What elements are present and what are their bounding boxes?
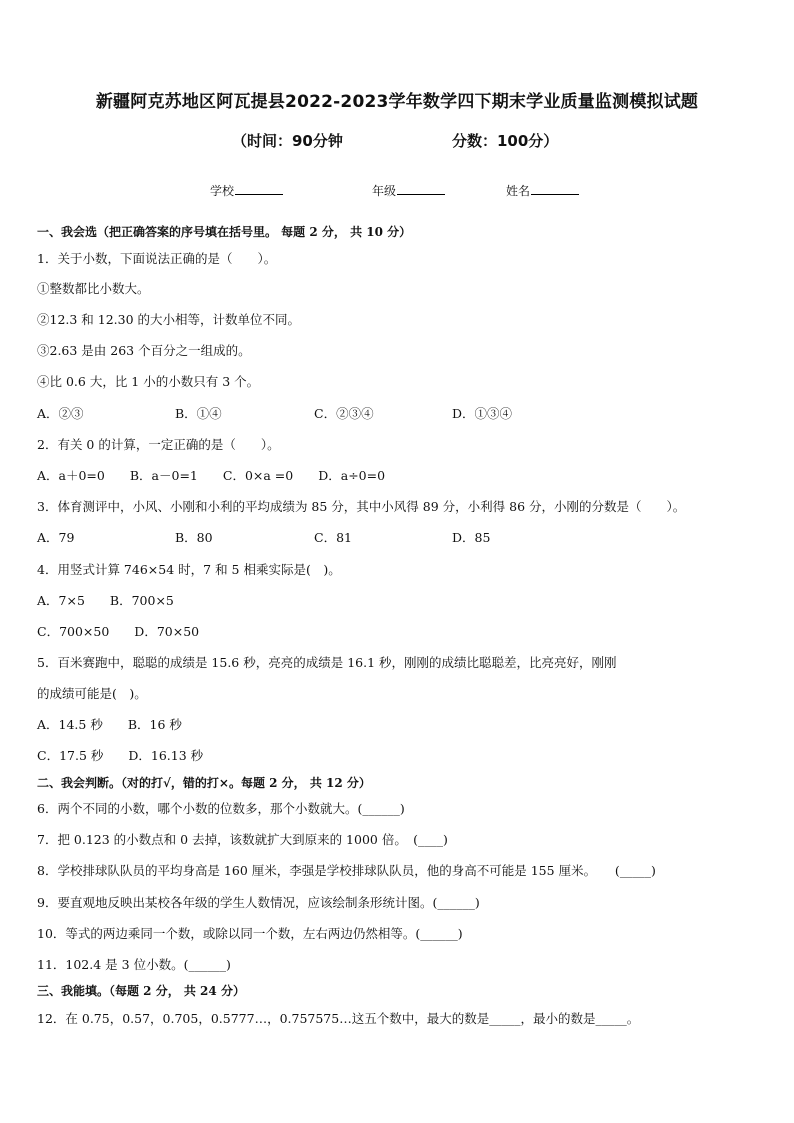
q5-options-row-1[interactable]: A．14.5 秒 B．16 秒: [37, 717, 182, 732]
name-blank[interactable]: [531, 182, 579, 195]
q2-options[interactable]: A．a＋0=0 B．a－0=1 C．0×a =0 D．a÷0=0: [37, 468, 386, 483]
q3-option-c[interactable]: C．81: [314, 530, 352, 545]
q9-text: 9．要直观地反映出某校各年级的学生人数情况，应该绘制条形统计图。(______): [37, 895, 480, 910]
q1-option-d[interactable]: D．①③④: [452, 406, 513, 421]
q6-text: 6．两个不同的小数，哪个小数的位数多，那个小数就大。(______): [37, 801, 405, 816]
q1-option-c[interactable]: C．②③④: [314, 406, 374, 421]
section-1-heading: 一、我会选（把正确答案的序号填在括号里。 每题 2 分， 共 10 分）: [37, 225, 412, 239]
q1-statement-3: ③2.63 是由 263 个百分之一组成的。: [37, 343, 251, 358]
q4-options-row-1[interactable]: A．7×5 B．700×5: [37, 593, 174, 608]
grade-label: 年级: [372, 184, 397, 198]
q11-text: 11．102.4 是 3 位小数。(______): [37, 957, 231, 972]
school-label: 学校: [210, 184, 235, 198]
section-3-heading: 三、我能填。（每题 2 分， 共 24 分）: [37, 984, 245, 998]
q10-text: 10．等式的两边乘同一个数，或除以同一个数，左右两边仍然相等。(______): [37, 926, 463, 941]
q1-statement-2: ②12.3 和 12.30 的大小相等，计数单位不同。: [37, 312, 301, 327]
school-field: [210, 182, 283, 199]
section-2-heading: 二、我会判断。（对的打√，错的打×。每题 2 分， 共 12 分）: [37, 776, 371, 790]
q3-option-d[interactable]: D．85: [452, 530, 491, 545]
q1-statement-1: ①整数都比小数大。: [37, 281, 150, 296]
q5-options-row-2[interactable]: C．17.5 秒 D．16.13 秒: [37, 748, 204, 763]
q1-option-b[interactable]: B．①④: [175, 406, 222, 421]
q2-stem: 2．有关 0 的计算，一定正确的是（ ）。: [37, 437, 280, 452]
q12-text: 12．在 0.75，0.57，0.705，0.5777…，0.757575…这五个数中，最大的数是_____，最小的数是_____。: [37, 1011, 640, 1026]
q3-stem: 3．体育测评中，小风、小刚和小利的平均成绩为 85 分，其中小风得 89 分，小利得 86 分，小刚的分数是（ ）。: [37, 499, 686, 514]
q1-option-a[interactable]: A．②③: [37, 406, 84, 421]
q3-option-a[interactable]: A．79: [37, 530, 75, 545]
q5-stem-line-1: 5．百米赛跑中，聪聪的成绩是 15.6 秒，亮亮的成绩是 16.1 秒，刚刚的成绩比聪聪差，比亮亮好，刚刚: [37, 655, 617, 670]
q3-option-b[interactable]: B．80: [175, 530, 213, 545]
exam-score: 分数：100分）: [452, 132, 559, 150]
q8-text: 8．学校排球队队员的平均身高是 160 厘米，李强是学校排球队队员，他的身高不可能是 155 厘米。 (_____): [37, 863, 656, 878]
q7-text: 7．把 0.123 的小数点和 0 去掉，该数就扩大到原来的 1000 倍。 (____): [37, 832, 448, 847]
q4-options-row-2[interactable]: C．700×50 D．70×50: [37, 624, 200, 639]
exam-time: （时间：90分钟: [232, 132, 343, 150]
grade-blank[interactable]: [397, 182, 445, 195]
q1-stem: 1．关于小数，下面说法正确的是（ ）。: [37, 251, 277, 266]
name-field: [506, 182, 579, 199]
school-blank[interactable]: [235, 182, 283, 195]
q5-stem-line-2: 的成绩可能是( )。: [37, 686, 147, 701]
grade-field: [372, 182, 445, 199]
exam-title: 新疆阿克苏地区阿瓦提县2022-2023学年数学四下期末学业质量监测模拟试题: [95, 92, 699, 112]
q1-statement-4: ④比 0.6 大，比 1 小的小数只有 3 个。: [37, 374, 260, 389]
q4-stem: 4．用竖式计算 746×54 时，7 和 5 相乘实际是( )。: [37, 562, 341, 577]
name-label: 姓名: [506, 184, 531, 198]
